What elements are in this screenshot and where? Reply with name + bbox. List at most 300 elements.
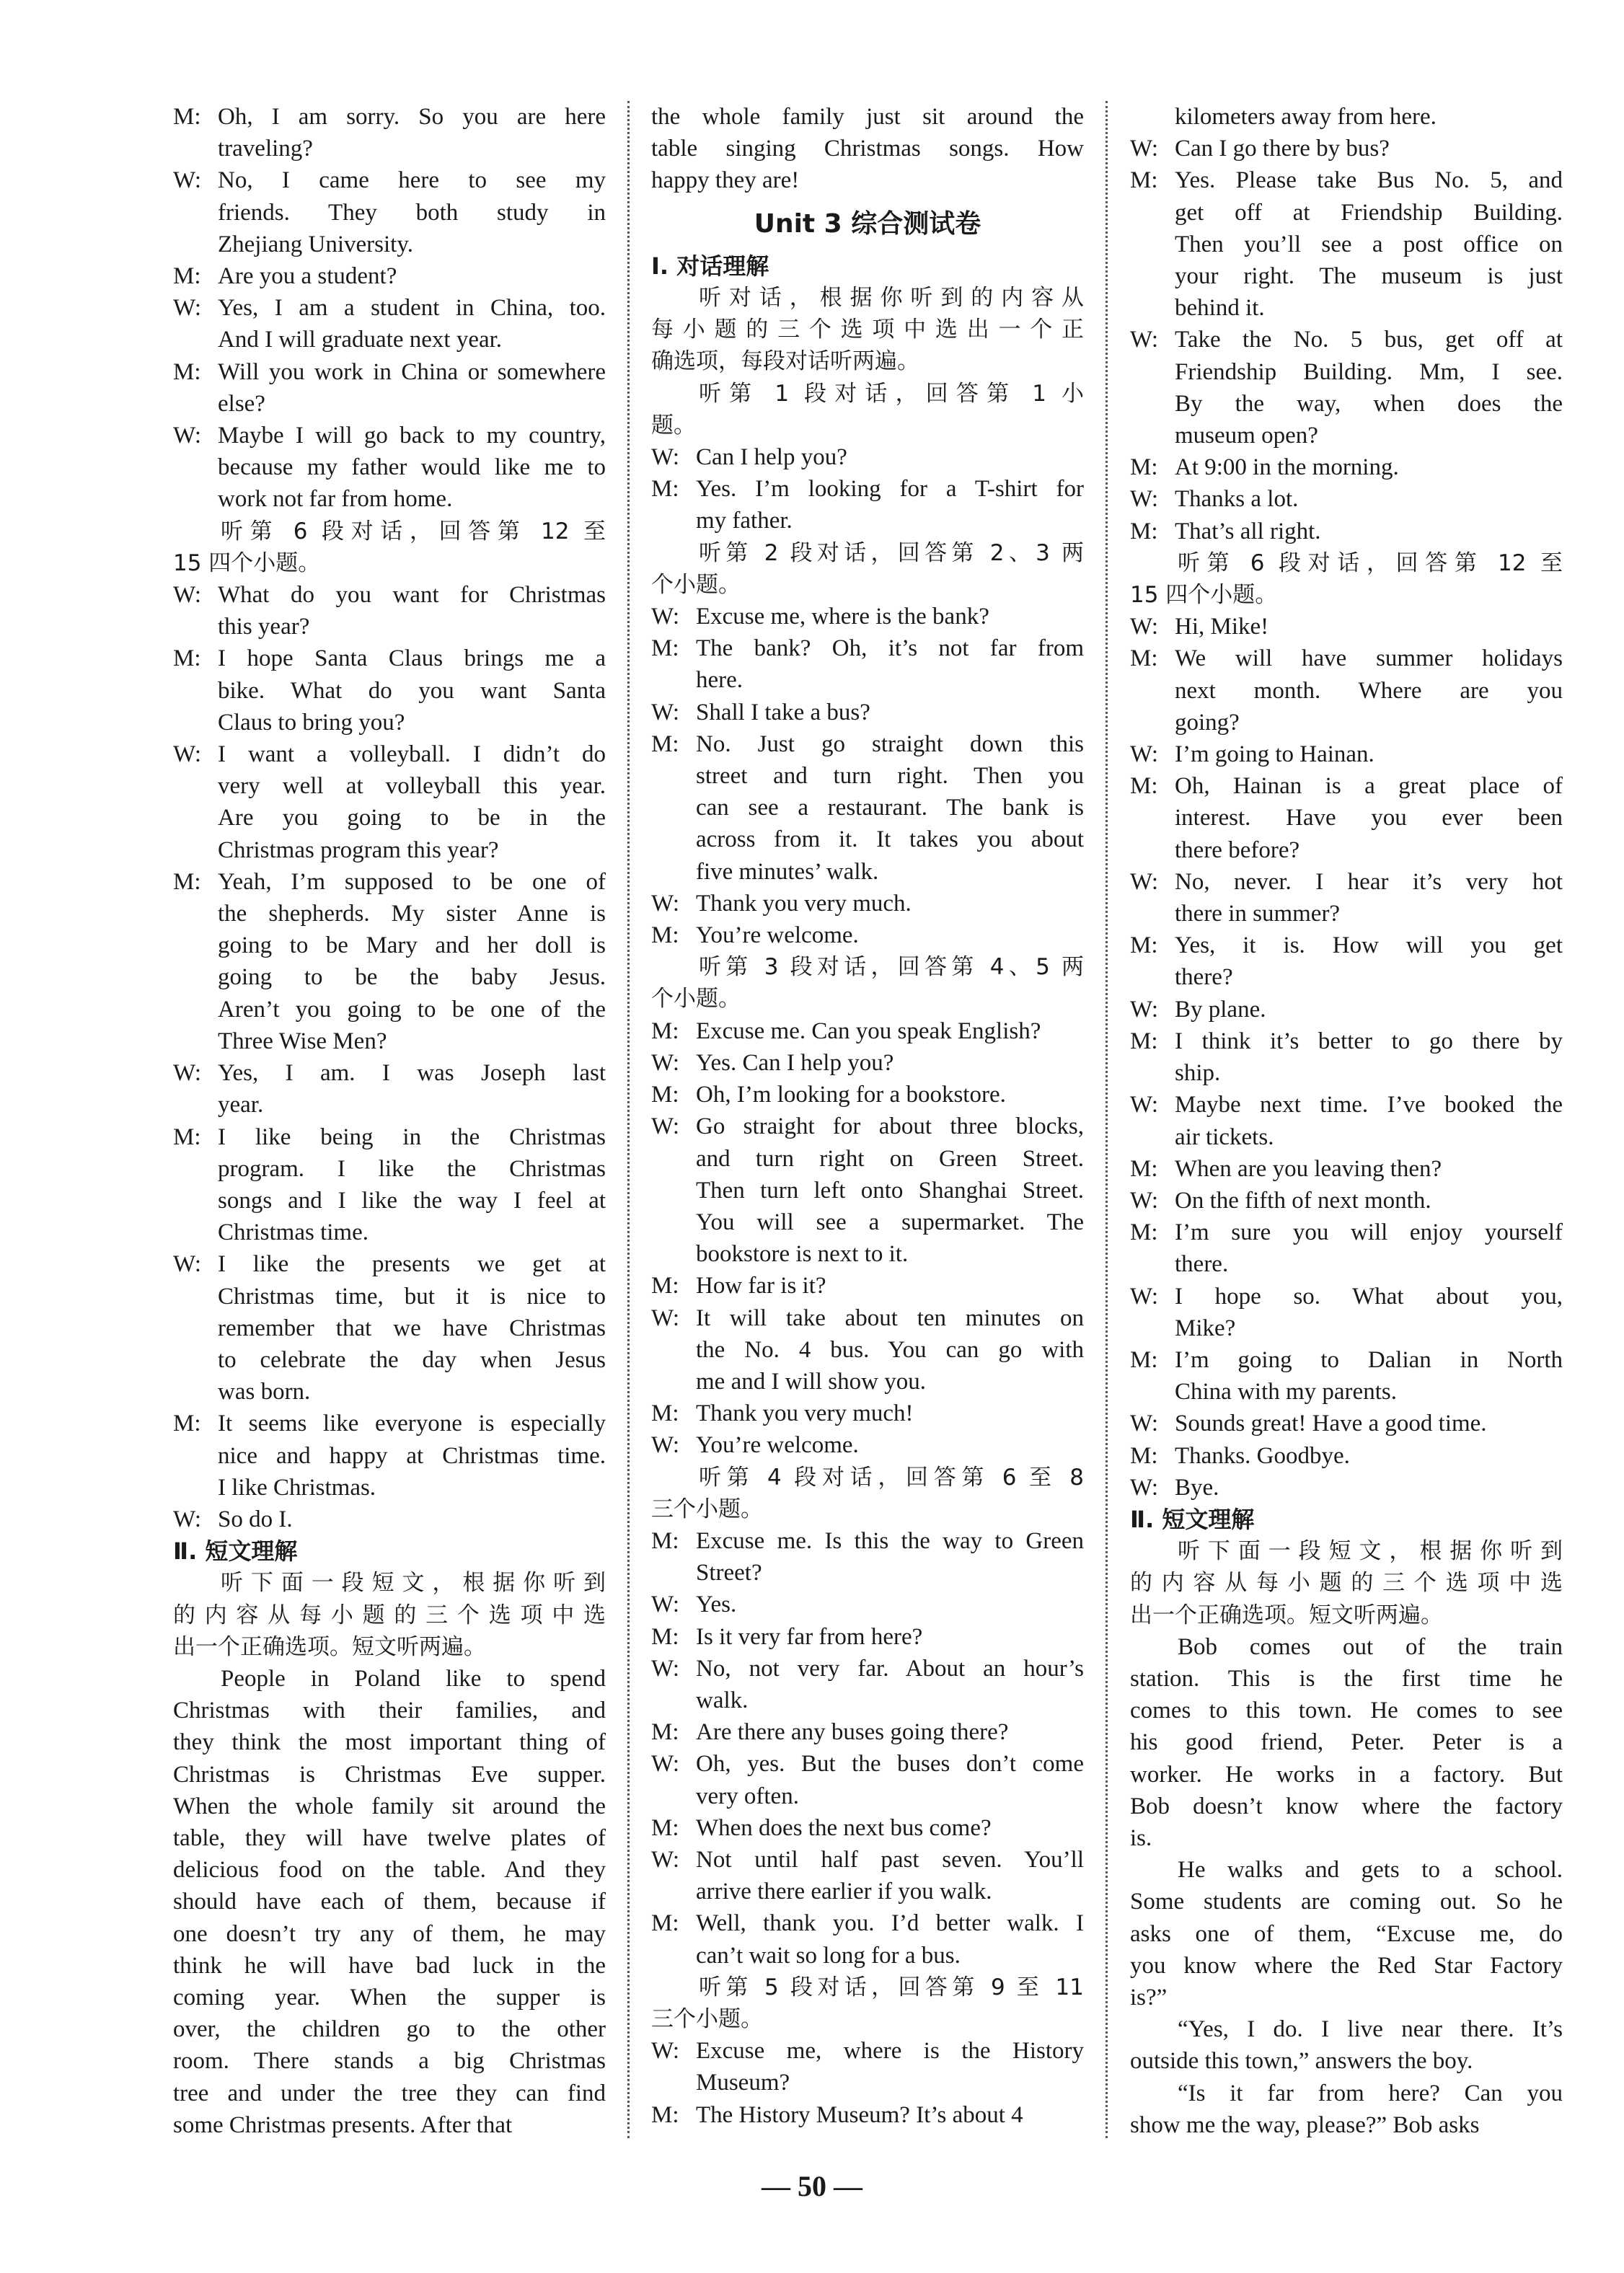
text-line: You’re welcome. — [696, 1432, 859, 1459]
dialogue-line — [173, 260, 606, 292]
dialogue-line — [651, 1398, 1084, 1429]
speaker-label: W: — [1130, 136, 1159, 162]
speaker-label: W: — [651, 890, 680, 917]
dialogue-line — [651, 441, 1084, 473]
dialogue-line — [173, 1121, 606, 1249]
dialogue-line — [651, 1302, 1084, 1398]
dialogue-line — [173, 866, 606, 1057]
text-line: asks one of them, “Excuse me, do — [1130, 1920, 1563, 1947]
text-line: 题。 — [651, 412, 696, 438]
dialogue-line — [651, 2035, 1084, 2098]
speaker-label: W: — [651, 1655, 680, 1682]
text-line: room. There stands a big Christmas — [173, 2048, 606, 2075]
dialogue-line — [173, 1248, 606, 1408]
speaker-label: W: — [651, 2038, 680, 2065]
listening-instruction — [651, 1462, 1084, 1525]
text-line: Then turn left onto Shanghai Street. — [696, 1177, 1084, 1204]
dialogue-line — [173, 643, 606, 738]
dialogue-line — [1130, 483, 1563, 515]
dialogue-line — [651, 1525, 1084, 1589]
text-line: remember that we have Christmas — [218, 1315, 606, 1341]
text-line: Street? — [696, 1560, 762, 1586]
dialogue-line — [173, 101, 606, 164]
text-line: work not far from home. — [218, 486, 453, 513]
dialogue-line — [1130, 164, 1563, 324]
dialogue-line — [173, 420, 606, 516]
text-line: I hope Santa Claus brings me a — [218, 645, 606, 672]
dialogue-line — [651, 1079, 1084, 1111]
text-line: The History Museum? It’s about 4 — [696, 2101, 1023, 2128]
speaker-label: W: — [651, 1305, 680, 1331]
listening-instruction — [651, 282, 1084, 378]
text-line: Will you work in China or somewhere — [218, 358, 606, 385]
dialogue-line — [173, 356, 606, 420]
text-line: Is it very far from here? — [696, 1623, 923, 1650]
text-line: museum open? — [1175, 423, 1318, 449]
text-line: Excuse me, where is the bank? — [696, 604, 989, 630]
text-line: Oh, Hainan is a great place of — [1175, 773, 1563, 800]
text-line: I like being in the Christmas — [218, 1124, 606, 1150]
dialogue-line — [1130, 994, 1563, 1025]
text-line: five minutes’ walk. — [696, 858, 879, 885]
text-line: table, they will have twelve plates of — [173, 1824, 606, 1851]
text-line: 个小题。 — [651, 986, 741, 1012]
speaker-label: W: — [1130, 741, 1159, 768]
text-line: coming year. When the supper is — [173, 1984, 606, 2011]
text-line: delicious food on the table. And they — [173, 1857, 606, 1884]
text-line: That’s all right. — [1175, 518, 1321, 544]
text-line: The bank? Oh, it’s not far from — [696, 635, 1084, 662]
dialogue-line — [651, 1015, 1084, 1047]
speaker-label: M: — [1130, 1442, 1158, 1469]
text-line: 15 四个小题。 — [1130, 582, 1278, 609]
text-line: across from it. It takes you about — [696, 826, 1084, 853]
dialogue-line — [1130, 866, 1563, 930]
text-line: “Yes, I do. I live near there. It’s — [1178, 2016, 1563, 2043]
text-line: there? — [1175, 964, 1233, 991]
text-line: China with my parents. — [1175, 1379, 1397, 1405]
section-heading: Ⅰ. 对话理解 — [651, 252, 769, 280]
text-line: worker. He works in a factory. But — [1130, 1761, 1563, 1788]
dialogue-line — [651, 888, 1084, 919]
text-line: and turn right on Green Street. — [696, 1145, 1084, 1172]
text-line: I like the presents we get at — [218, 1251, 606, 1278]
speaker-label: M: — [651, 1400, 679, 1427]
section-heading: Ⅱ. 短文理解 — [173, 1537, 298, 1566]
dialogue-line — [651, 1748, 1084, 1811]
speaker-label: M: — [651, 1910, 679, 1937]
text-line: kilometers away from here. — [1175, 104, 1437, 130]
text-line: 听第 2 段对话，回答第 2、3 两 — [699, 539, 1084, 566]
text-line: Well, thank you. I’d better walk. I — [696, 1910, 1084, 1937]
text-line: was born. — [218, 1379, 311, 1405]
text-line: Thanks. Goodbye. — [1175, 1442, 1350, 1469]
text-line: How far is it? — [696, 1273, 826, 1299]
text-line: Sounds great! Have a good time. — [1175, 1411, 1487, 1437]
text-line: I like Christmas. — [218, 1474, 376, 1501]
dialogue-line — [1130, 930, 1563, 993]
dialogue-line — [651, 1621, 1084, 1653]
listening-instruction — [651, 378, 1084, 441]
dialogue-line — [1130, 1217, 1563, 1280]
text-line: Yes, it is. How will you get — [1175, 932, 1563, 959]
text-line: 听对话，根据你听到的内容从 — [699, 285, 1084, 312]
text-line: Yeah, I’m supposed to be one of — [218, 868, 606, 895]
text-line: here. — [696, 667, 743, 694]
dialogue-line — [1130, 324, 1563, 451]
text-line: It seems like everyone is especially — [218, 1411, 606, 1437]
text-line: Mike? — [1175, 1315, 1236, 1341]
text-line: there before? — [1175, 837, 1300, 863]
text-line: Yes. I’m looking for a T-shirt for — [696, 476, 1084, 503]
text-line: Excuse me. Can you speak English? — [696, 1018, 1041, 1044]
text-line: No, not very far. About an hour’s — [696, 1655, 1084, 1682]
text-line: Bob comes out of the train — [1178, 1633, 1563, 1660]
text-line: Go straight for about three blocks, — [696, 1113, 1084, 1140]
column-divider — [1106, 101, 1108, 2138]
dialogue-line — [173, 1504, 606, 1535]
text-line: Oh, yes. But the buses don’t come — [696, 1751, 1084, 1778]
dialogue-line — [651, 697, 1084, 728]
speaker-label: W: — [651, 1113, 680, 1140]
speaker-label: M: — [1130, 773, 1158, 800]
text-line: “Is it far from here? Can you — [1178, 2080, 1563, 2106]
text-line: Christmas with their families, and — [173, 1698, 606, 1724]
text-line: air tickets. — [1175, 1124, 1274, 1150]
dialogue-line — [1130, 1344, 1563, 1408]
column-left — [173, 101, 606, 2141]
paragraph — [1130, 2078, 1563, 2141]
dialogue-line — [173, 164, 606, 260]
text-line: street and turn right. Then you — [696, 763, 1084, 790]
paragraph — [1130, 2013, 1563, 2077]
speaker-label: M: — [173, 1124, 201, 1150]
paragraph — [1130, 101, 1563, 133]
dialogue-line — [1130, 1185, 1563, 1217]
listening-instruction — [173, 1567, 606, 1663]
speaker-label: M: — [651, 476, 679, 503]
dialogue-line — [651, 919, 1084, 951]
text-line: me and I will show you. — [696, 1368, 926, 1395]
speaker-label: M: — [1130, 1155, 1158, 1182]
text-line: You will see a supermarket. The — [696, 1209, 1084, 1235]
speaker-label: W: — [1130, 868, 1159, 895]
text-line: going to be Mary and her doll is — [218, 932, 606, 959]
text-line: interest. Have you ever been — [1175, 805, 1563, 831]
speaker-label: M: — [173, 868, 201, 895]
dialogue-line — [173, 292, 606, 356]
text-line: He walks and gets to a school. — [1178, 1857, 1563, 1884]
paragraph — [651, 101, 1084, 197]
column-middle — [651, 101, 1084, 2131]
text-line: 15 四个小题。 — [173, 550, 321, 576]
speaker-label: W: — [651, 1432, 680, 1459]
text-line: Maybe I will go back to my country, — [218, 423, 606, 449]
dialogue-line — [651, 1716, 1084, 1748]
dialogue-line — [651, 1429, 1084, 1461]
text-line: the shepherds. My sister Anne is — [218, 901, 606, 927]
dialogue-line — [651, 728, 1084, 888]
dialogue-line — [1130, 1472, 1563, 1504]
speaker-label: M: — [173, 645, 201, 672]
text-line: I’m sure you will enjoy yourself — [1175, 1219, 1563, 1246]
text-line: 出一个正确选项。短文听两遍。 — [173, 1633, 486, 1660]
dialogue-line — [651, 1812, 1084, 1844]
text-line: Yes. Can I help you? — [696, 1049, 894, 1076]
text-line: this year? — [218, 614, 310, 640]
dialogue-line — [1130, 1025, 1563, 1089]
speaker-label: M: — [651, 1527, 679, 1554]
text-line: Take the No. 5 bus, get off at — [1175, 327, 1563, 353]
speaker-label: W: — [651, 1751, 680, 1778]
text-line: happy they are! — [651, 167, 800, 194]
speaker-label: M: — [173, 358, 201, 385]
text-line: Shall I take a bus? — [696, 699, 870, 725]
speaker-label: W: — [1130, 1283, 1159, 1310]
text-line: Museum? — [696, 2070, 790, 2096]
text-line: Claus to bring you? — [218, 709, 405, 736]
text-line: I want a volleyball. I didn’t do — [218, 741, 606, 768]
text-line: Aren’t you going to be one of the — [218, 996, 606, 1023]
text-line: Yes. Please take Bus No. 5, and — [1175, 167, 1563, 194]
dialogue-line — [651, 1047, 1084, 1079]
text-line: 的内容从每小题的三个选项中选 — [173, 1602, 606, 1628]
text-line: At 9:00 in the morning. — [1175, 454, 1399, 481]
text-line: On the fifth of next month. — [1175, 1187, 1431, 1214]
speaker-label: M: — [173, 1411, 201, 1437]
text-line: 听下面一段短文，根据你听到 — [221, 1570, 606, 1597]
text-line: year. — [218, 1092, 264, 1118]
text-line: ship. — [1175, 1060, 1221, 1087]
text-line: It will take about ten minutes on — [696, 1305, 1084, 1331]
listening-instruction — [1130, 547, 1563, 611]
speaker-label: M: — [1130, 1028, 1158, 1054]
listening-instruction — [651, 951, 1084, 1015]
speaker-label: W: — [173, 1251, 202, 1278]
text-line: nice and happy at Christmas time. — [218, 1442, 606, 1469]
text-line: I’m going to Hainan. — [1175, 741, 1374, 768]
paragraph — [173, 1663, 606, 2141]
text-line: When the whole family sit around the — [173, 1793, 606, 1819]
text-line: program. I like the Christmas — [218, 1155, 606, 1182]
text-line: should have each of them, because if — [173, 1889, 606, 1915]
dialogue-line — [651, 632, 1084, 696]
text-line: they think the most important thing of — [173, 1729, 606, 1756]
text-line: 听第 6 段对话，回答第 12 至 — [1178, 550, 1563, 576]
text-line: there. — [1175, 1251, 1229, 1278]
dialogue-line — [1130, 1408, 1563, 1439]
text-line: 出一个正确选项。短文听两遍。 — [1130, 1602, 1443, 1628]
speaker-label: M: — [651, 1082, 679, 1108]
text-line: is?” — [1130, 1984, 1168, 2011]
dialogue-line — [173, 738, 606, 866]
text-line: Bob doesn’t know where the factory — [1130, 1793, 1563, 1819]
text-line: can see a restaurant. The bank is — [696, 795, 1084, 821]
text-line: 听第 5 段对话，回答第 9 至 11 — [699, 1974, 1084, 2000]
dialogue-line — [651, 473, 1084, 537]
speaker-label: M: — [651, 1623, 679, 1650]
dialogue-line — [1130, 1089, 1563, 1152]
speaker-label: M: — [651, 1719, 679, 1746]
dialogue-line — [651, 1111, 1084, 1270]
text-line: Yes. — [696, 1592, 737, 1618]
speaker-label: W: — [173, 167, 202, 194]
dialogue-line — [1130, 643, 1563, 738]
text-line: Some students are coming out. So he — [1130, 1889, 1563, 1915]
dialogue-line — [651, 2099, 1084, 2131]
listening-instruction — [651, 537, 1084, 601]
text-line: You’re welcome. — [696, 922, 859, 949]
text-line: his good friend, Peter. Peter is a — [1130, 1729, 1563, 1756]
text-line: can’t wait so long for a bus. — [696, 1942, 961, 1969]
text-line: you know where the Red Star Factory — [1130, 1952, 1563, 1979]
text-line: Yes, I am. I was Joseph last — [218, 1060, 606, 1087]
speaker-label: W: — [173, 1060, 202, 1087]
speaker-label: M: — [1130, 1219, 1158, 1246]
speaker-label: W: — [1130, 1092, 1159, 1118]
text-line: bike. What do you want Santa — [218, 677, 606, 704]
column-right — [1130, 101, 1563, 2141]
text-line: your right. The museum is just — [1175, 263, 1563, 290]
paragraph — [1130, 1854, 1563, 2013]
text-line: traveling? — [218, 136, 313, 162]
text-line: friends. They both study in — [218, 199, 606, 226]
text-line: 听第 6 段对话，回答第 12 至 — [221, 518, 606, 544]
speaker-label: M: — [651, 731, 679, 757]
text-line: my father. — [696, 508, 793, 534]
speaker-label: W: — [1130, 486, 1159, 513]
dialogue-line — [1130, 133, 1563, 164]
speaker-label: M: — [173, 263, 201, 290]
speaker-label: M: — [1130, 932, 1158, 959]
text-line: think he will have bad luck in the — [173, 1952, 606, 1979]
text-line: Oh, I’m looking for a bookstore. — [696, 1082, 1006, 1108]
text-line: 个小题。 — [651, 571, 741, 598]
dialogue-line — [173, 579, 606, 643]
speaker-label: W: — [1130, 1187, 1159, 1214]
text-line: the No. 4 bus. You can go with — [696, 1336, 1084, 1363]
column-divider — [627, 101, 630, 2138]
dialogue-line — [173, 1057, 606, 1121]
speaker-label: M: — [651, 1273, 679, 1299]
speaker-label: W: — [173, 295, 202, 322]
text-line: Can I help you? — [696, 444, 847, 471]
text-line: By the way, when does the — [1175, 390, 1563, 417]
text-line: 的内容从每小题的三个选项中选 — [1130, 1570, 1563, 1597]
text-line: We will have summer holidays — [1175, 645, 1563, 672]
text-line: Thank you very much! — [696, 1400, 914, 1427]
text-line: get off at Friendship Building. — [1175, 199, 1563, 226]
text-line: very well at volleyball this year. — [218, 773, 606, 800]
speaker-label: W: — [651, 1846, 680, 1873]
speaker-label: W: — [173, 423, 202, 449]
text-line: And I will graduate next year. — [218, 327, 503, 353]
dialogue-line — [1130, 611, 1563, 643]
speaker-label: W: — [1130, 327, 1159, 353]
text-line: 三个小题。 — [651, 1496, 763, 1522]
text-line: No, never. I hear it’s very hot — [1175, 868, 1563, 895]
text-line: Hi, Mike! — [1175, 614, 1269, 640]
speaker-label: M: — [651, 1018, 679, 1044]
text-line: Yes, I am a student in China, too. — [218, 295, 606, 322]
text-line: 听第 4 段对话，回答第 6 至 8 — [699, 1464, 1084, 1491]
text-line: because my father would like me to — [218, 454, 606, 481]
text-line: some Christmas presents. After that — [173, 2111, 513, 2138]
speaker-label: M: — [651, 2101, 679, 2128]
dialogue-line — [651, 1653, 1084, 1716]
text-line: 听第 1 段对话，回答第 1 小 — [699, 380, 1084, 407]
listening-instruction — [1130, 1535, 1563, 1631]
paragraph — [1130, 1631, 1563, 1854]
speaker-label: W: — [1130, 996, 1159, 1023]
text-line: there in summer? — [1175, 901, 1341, 927]
text-line: I hope so. What about you, — [1175, 1283, 1563, 1310]
dialogue-line — [1130, 451, 1563, 483]
text-line: Thanks a lot. — [1175, 486, 1299, 513]
dialogue-line — [651, 601, 1084, 632]
text-line: Are you a student? — [218, 263, 397, 290]
text-line: tree and under the tree they can find — [173, 2080, 606, 2106]
text-line: Are there any buses going there? — [696, 1719, 1009, 1746]
text-line: next month. Where are you — [1175, 677, 1563, 704]
dialogue-line — [1130, 1281, 1563, 1344]
text-line: table singing Christmas songs. How — [651, 136, 1084, 162]
text-line: Oh, I am sorry. So you are here — [218, 104, 606, 130]
listening-instruction — [173, 516, 606, 579]
text-line: Three Wise Men? — [218, 1028, 387, 1054]
text-line: Zhejiang University. — [218, 231, 413, 257]
text-line: the whole family just sit around the — [651, 104, 1084, 130]
speaker-label: M: — [1130, 645, 1158, 672]
speaker-label: W: — [651, 444, 680, 471]
dialogue-line — [1130, 516, 1563, 547]
text-line: Thank you very much. — [696, 890, 912, 917]
text-line: Christmas time, but it is nice to — [218, 1283, 606, 1310]
text-line: is. — [1130, 1824, 1152, 1851]
speaker-label: W: — [1130, 614, 1159, 640]
text-line: arrive there earlier if you walk. — [696, 1879, 992, 1905]
text-line: When are you leaving then? — [1175, 1155, 1442, 1182]
text-line: 听第 3 段对话，回答第 4、5 两 — [699, 954, 1084, 981]
text-line: show me the way, please?” Bob asks — [1130, 2111, 1480, 2138]
text-line: Christmas time. — [218, 1219, 369, 1246]
dialogue-line — [651, 1844, 1084, 1907]
dialogue-line — [1130, 1153, 1563, 1185]
unit-title: Unit 3 综合测试卷 — [754, 208, 981, 239]
speaker-label: W: — [651, 1592, 680, 1618]
text-line: walk. — [696, 1687, 749, 1713]
speaker-label: M: — [1130, 454, 1158, 481]
text-line: very often. — [696, 1783, 799, 1809]
speaker-label: W: — [173, 741, 202, 768]
text-line: outside this town,” answers the boy. — [1130, 2048, 1473, 2075]
text-line: What do you want for Christmas — [218, 582, 606, 609]
dialogue-line — [651, 1589, 1084, 1620]
speaker-label: M: — [1130, 167, 1158, 194]
speaker-label: W: — [173, 1506, 202, 1532]
page-number: — 50 — — [762, 2170, 862, 2202]
text-line: Christmas program this year? — [218, 837, 499, 863]
text-line: station. This is the first time he — [1130, 1665, 1563, 1692]
text-line: No, I came here to see my — [218, 167, 606, 194]
text-line: 确选项，每段对话听两遍。 — [651, 348, 919, 375]
text-line: 三个小题。 — [651, 2005, 763, 2032]
text-line: Can I go there by bus? — [1175, 136, 1390, 162]
text-line: Not until half past seven. You’ll — [696, 1846, 1084, 1873]
text-line: Excuse me. Is this the way to Green — [696, 1527, 1084, 1554]
text-line: comes to this town. He comes to see — [1130, 1698, 1563, 1724]
dialogue-line — [651, 1270, 1084, 1302]
